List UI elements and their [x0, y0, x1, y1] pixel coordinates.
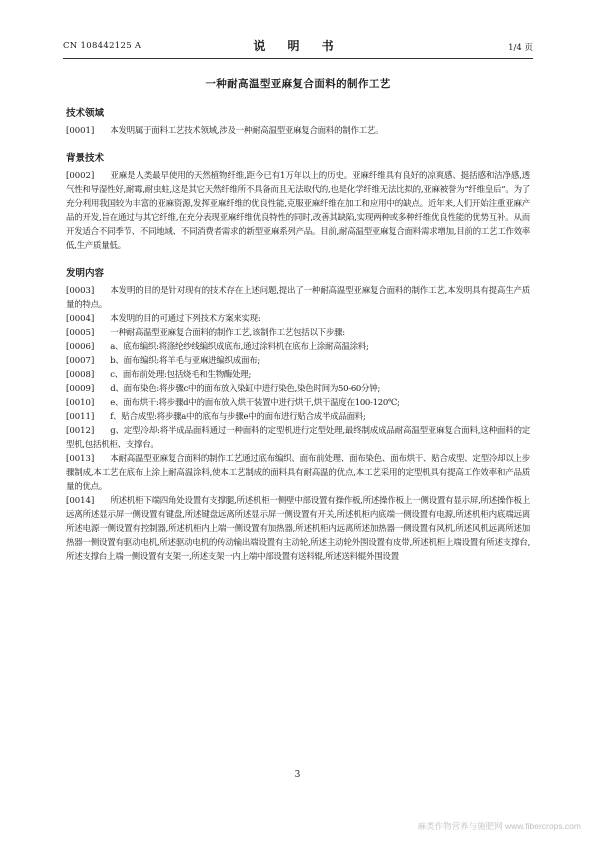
sections-container [66, 107, 530, 564]
paragraph-text: 本耐高温型亚麻复合面料的制作工艺通过底布编织、面布前处理、面布染色、面布烘干、贴合成型、定型冷却以上步骤制成,本工艺在底布上涂上耐高温涂料,使本工艺制成的面料具有耐高温的优点,本工艺采用的定型机具有提高工作效率和产品质量的优点。 [66, 454, 530, 492]
paragraph [66, 340, 530, 354]
page-info: 1/4 页 [508, 43, 533, 53]
paragraph-number: [0003] [66, 286, 95, 296]
paragraph-text: c、面布前处理:包括烧毛和生物酶处理; [110, 370, 252, 380]
paragraph-number: [0004] [66, 314, 95, 324]
paragraph-number: [0011] [66, 412, 95, 422]
paragraph-number: [0002] [66, 171, 95, 181]
paragraph-text: g、定型冷却:将半成品面料通过一种面料的定型机进行定型处理,最终制成成品耐高温型亚麻复合面料,这种面料的定型机,包括机柜、支撑台。 [66, 426, 530, 450]
paragraph-text: 一种耐高温型亚麻复合面料的制作工艺,该制作工艺包括以下步骤: [110, 328, 345, 338]
section-gap [66, 253, 530, 267]
paragraph [66, 494, 530, 564]
paragraph [66, 354, 530, 368]
paragraph [66, 169, 530, 253]
paragraph-number: [0013] [66, 454, 95, 464]
paragraph-text: 本发明属于面料工艺技术领域,涉及一种耐高温型亚麻复合面料的制作工艺。 [110, 126, 384, 136]
paragraph-number: [0001] [66, 126, 95, 136]
section-gap [66, 138, 530, 152]
paragraph-number: [0006] [66, 342, 95, 352]
paragraph-number: [0009] [66, 384, 95, 394]
paragraph [66, 368, 530, 382]
paragraph-number: [0012] [66, 426, 95, 436]
paragraph-number: [0007] [66, 356, 95, 366]
paragraph [66, 452, 530, 494]
paragraph-text: 本发明的目的是针对现有的技术存在上述问题,提出了一种耐高温型亚麻复合面料的制作工艺,本发明具有提高生产质量的特点。 [66, 286, 530, 310]
paragraph [66, 424, 530, 452]
publication-number: CN 108442125 A [63, 41, 142, 51]
paragraph-number: [0008] [66, 370, 95, 380]
paragraph-text: 本发明的目的可通过下列技术方案来实现: [110, 314, 261, 324]
header-divider [63, 58, 533, 59]
page-number: 3 [294, 770, 301, 780]
paragraph-text: d、面布染色:将步骤c中的面布放入染缸中进行染色,染色时间为50-60分钟; [110, 384, 381, 394]
paragraph-text: 所述机柜下端四角处设置有支撑腿,所述机柜一侧壁中部设置有操作板,所述操作板上一侧设置有显示屏,所述操作板上远离所述显示屏一侧设置有键盘,所述键盘远离所述显示屏一侧设置有开关,所述机柜内底端一侧设置有电源,所述机柜内底端远离所述电源一侧设置有控制器,所述机柜内上端一侧设置有加热器,所述机柜内远离所述加热器一侧设置有风机,所述风机远离所述加热器一侧设置有驱动电机,所述驱动电机的传动输出端设置有主动轮,所述主动轮外围设置有皮带,所述机柜上端设置有所述支撑台,所述支撑台上端一侧设置有支架一,所述支架一内上端中部设置有送料辊,所述送料辊外围设置 [66, 496, 530, 562]
paragraph-text: f、贴合成型:将步骤a中的底布与步骤e中的面布进行贴合成半成品面料; [110, 412, 366, 422]
page-header [63, 37, 533, 59]
paragraph-number: [0005] [66, 328, 95, 338]
section-heading: 背景技术 [66, 153, 105, 164]
paragraph [66, 326, 530, 340]
paragraph [66, 124, 530, 138]
paragraph-text: e、面布烘干:将步骤d中的面布放入烘干装置中进行烘干,烘干温度在100-120℃; [110, 398, 400, 408]
site-watermark: 麻类作物营养与施肥网 www.fibercrops.com [417, 821, 581, 831]
paragraph-number: [0014] [66, 496, 95, 506]
paragraph-text: 亚麻是人类最早使用的天然植物纤维,距今已有1万年以上的历史。亚麻纤维具有良好的凉爽感、挺括感和洁净感,透气性和导湿性好,耐霉,耐虫蛀,这是其它天然纤维所不具备而且无法取代的,也是化学纤维无法比拟的,亚麻被誉为“纤维皇后”。为了充分利用我国较为丰富的亚麻资源,发挥亚麻纤维的优良性能,克服亚麻纤维在加工和应用中的缺点。近年来,人们开始注重亚麻产品的开发,旨在通过与其它纤维,在充分表现亚麻纤维优良特性的同时,改善其缺陷,实现两种或多种纤维优良性能的优势互补。从而开发适合不同季节、不同地域、不同消费者需求的新型亚麻系列产品。目前,耐高温型亚麻复合面料需求增加,目前的工艺工作效率低,生产质量低。 [66, 171, 531, 251]
paragraph-text: a、底布编织:将涤纶纱线编织成底布,通过涂料机在底布上涂耐高温涂料; [110, 342, 369, 352]
document-body [66, 76, 530, 564]
section-heading: 技术领域 [66, 108, 105, 119]
paragraph-text: b、面布编织:将羊毛与亚麻进编织成面布; [110, 356, 260, 366]
paragraph [66, 284, 530, 312]
paragraph-number: [0010] [66, 398, 95, 408]
paragraph [66, 312, 530, 326]
paragraph [66, 396, 530, 410]
document-title: 一种耐高温型亚麻复合面料的制作工艺 [205, 78, 391, 90]
section-heading: 发明内容 [66, 268, 105, 279]
document-type-title: 说 明 书 [253, 39, 343, 53]
paragraph [66, 382, 530, 396]
paragraph [66, 410, 530, 424]
